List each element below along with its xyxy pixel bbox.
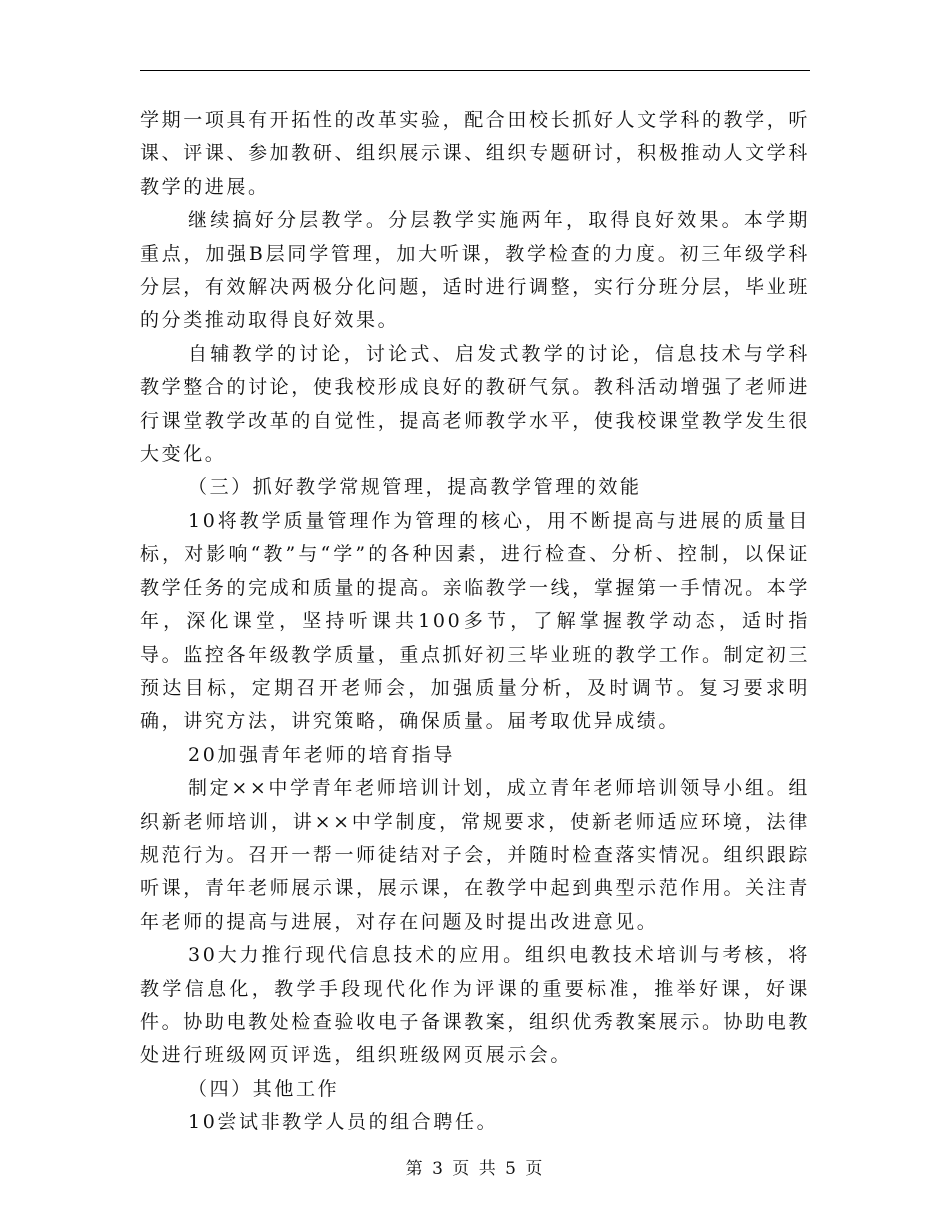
header-rule bbox=[140, 70, 810, 71]
page-number-footer: 第 3 页 共 5 页 bbox=[405, 1159, 545, 1179]
paragraph-4: 10将教学质量管理作为管理的核心，用不断提高与进展的质量目标，对影响“教”与“学”的各种因素，进行检查、分析、控制，以保证教学任务的完成和质量的提高。亲临教学一线，掌握第一手情况。本学年，深化课堂，坚持听课共100多节，了解掌握教学动态，适时指导。监控各年级教学质量，重点抓好初三毕业班的教学工作。制定初三预达目标，定期召开老师会，加强质量分析，及时调节。复习要求明确，讲究方法，讲究策略，确保质量。届考取优异成绩。 bbox=[140, 509, 810, 733]
section-heading-4: （四）其他工作 bbox=[188, 1077, 340, 1100]
paragraph-3: 自辅教学的讨论，讨论式、启发式教学的讨论，信息技术与学科教学整合的讨论，使我校形成良好的教研气氛。教科活动增强了老师进行课堂教学改革的自觉性，提高老师教学水平，使我校课堂教学发生很大变化。 bbox=[140, 342, 810, 466]
paragraph-1: 学期一项具有开拓性的改革实验，配合田校长抓好人文学科的教学，听课、评课、参加教研、组织展示课、组织专题研讨，积极推动人文学科教学的进展。 bbox=[140, 109, 810, 198]
section-heading-3: （三）抓好教学常规管理，提高教学管理的效能 bbox=[188, 476, 642, 499]
paragraph-7: 10尝试非教学人员的组合聘任。 bbox=[188, 1111, 499, 1134]
subheading-2: 20加强青年老师的培育指导 bbox=[188, 743, 455, 766]
paragraph-6: 30大力推行现代信息技术的应用。组织电教技术培训与考核，将教学信息化，教学手段现代化作为评课的重要标准，推举好课，好课件。协助电教处检查验收电子备课教案，组织优秀教案展示。协助电教处进行班级网页评选，组织班级网页展示会。 bbox=[140, 944, 810, 1067]
paragraph-5: 制定××中学青年老师培训计划，成立青年老师培训领导小组。组织新老师培训，讲××中学制度，常规要求，使新老师适应环境，法律规范行为。召开一帮一师徒结对子会，并随时检查落实情况。组织跟踪听课，青年老师展示课，展示课，在教学中起到典型示范作用。关注青年老师的提高与进展，对存在问题及时提出改进意见。 bbox=[140, 777, 810, 933]
document-body bbox=[140, 104, 810, 1140]
paragraph-2: 继续搞好分层教学。分层教学实施两年，取得良好效果。本学期重点，加强B层同学管理，加大听课，教学检查的力度。初三年级学科分层，有效解决两极分化问题，适时进行调整，实行分班分层，毕业班的分类推动取得良好效果。 bbox=[140, 209, 810, 332]
